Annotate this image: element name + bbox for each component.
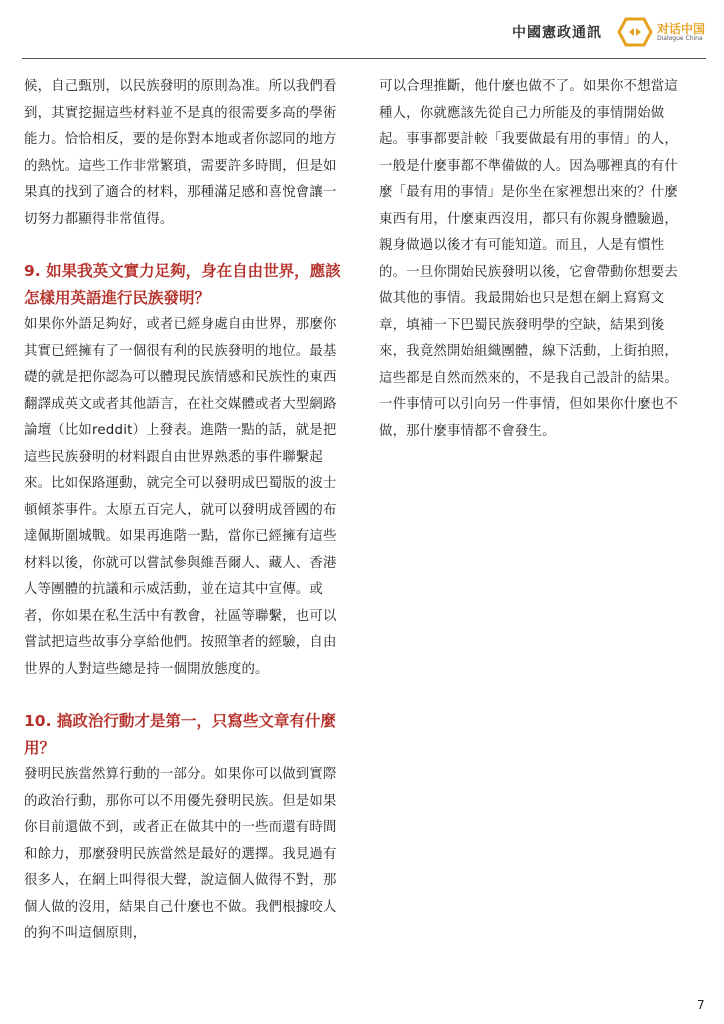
right-column-paragraph: 可以合理推斷，他什麼也做不了。如果你不想當這種人，你就應該先從自己力所能及的事情開始做起。事事都要計較「我要做最有用的事情」的人，一般是什麼事都不準備做的人。因為哪裡真的有什麼「最有用的事情」是你坐在家裡想出來的？什麼東西有用，什麼東西沒用，都只有你親身體驗過，親身做過以後才有可能知道。而且，人是有慣性的。一旦你開始民族發明以後，它會帶動你想要去做其他的事情。我最開始也只是想在網上寫寫文章，填補一下巴蜀民族發明學的空缺，結果到後來，我竟然開始組織團體，線下活動，上街拍照，這些都是自然而然來的，不是我自己設計的結果。一件事情可以引向另一件事情，但如果你什麼也不做，那什麼事情都不會發生。 bbox=[379, 79, 678, 439]
page-number: 7 bbox=[697, 998, 705, 1012]
question-10-heading: 10. 搞政治行動才是第一，只寫些文章有什麼用？ bbox=[24, 712, 336, 757]
logo-english-text: Dialogue China bbox=[657, 35, 703, 42]
header-divider bbox=[22, 58, 706, 59]
logo-chinese-text: 对话中国 bbox=[657, 22, 706, 36]
question-10-answer: 發明民族當然算行動的一部分。如果你可以做到實際的政治行動，那你可以不用優先發明民族。但是如果你目前還做不到，或者正在做其中的一些而還有時間和餘力，那麼發明民族當然是最好的選擇。我見過有很多人，在網上叫得很大聲，說這個人做得不對，那個人做的沒用，結果自己什麼也不做。我們根據咬人的狗不叫這個原則， bbox=[24, 767, 337, 941]
left-column bbox=[24, 74, 346, 948]
question-9-heading: 9. 如果我英文實力足夠，身在自由世界，應該怎樣用英語進行民族發明？ bbox=[24, 262, 341, 307]
page-header bbox=[0, 0, 724, 60]
intro-paragraph: 候，自己甄別，以民族發明的原則為准。所以我們看到，其實挖掘這些材料並不是真的很需要多高的學術能力。恰恰相反，要的是你對本地或者你認同的地方的熱忱。這些工作非常繁瑣，需要許多時間，但是如果真的找到了適合的材料，那種滿足感和喜悅會讓一切努力都顯得非常值得。 bbox=[24, 79, 337, 227]
right-column bbox=[379, 74, 689, 445]
dialogue-china-logo-icon bbox=[617, 17, 653, 47]
question-9-answer: 如果你外語足夠好，或者已經身處自由世界，那麼你其實已經擁有了一個很有利的民族發明的地位。最基礎的就是把你認為可以體現民族情感和民族性的東西翻譯成英文或者其他語言，在社交媒體或者大型網路論壇（比如reddit）上發表。進階一點的話，就是把這些民族發明的材料跟自由世界熟悉的事件聯繫起來。比如保路運動，就完全可以發明成巴蜀版的波士頓傾茶事件。太原五百完人，就可以發明成晉國的布達佩斯圍城戰。如果再進階一點，當你已經擁有這些材料以後，你就可以嘗試參與維吾爾人、藏人、香港人等團體的抗議和示威活動，並在這其中宣傳。或者，你如果在私生活中有教會，社區等聯繫，也可以嘗試把這些故事分享給他們。按照筆者的經驗，自由世界的人對這些總是持一個開放態度的。 bbox=[24, 317, 337, 677]
publication-title: 中國憲政通訊 bbox=[512, 25, 602, 41]
dialogue-china-logo bbox=[617, 17, 707, 47]
